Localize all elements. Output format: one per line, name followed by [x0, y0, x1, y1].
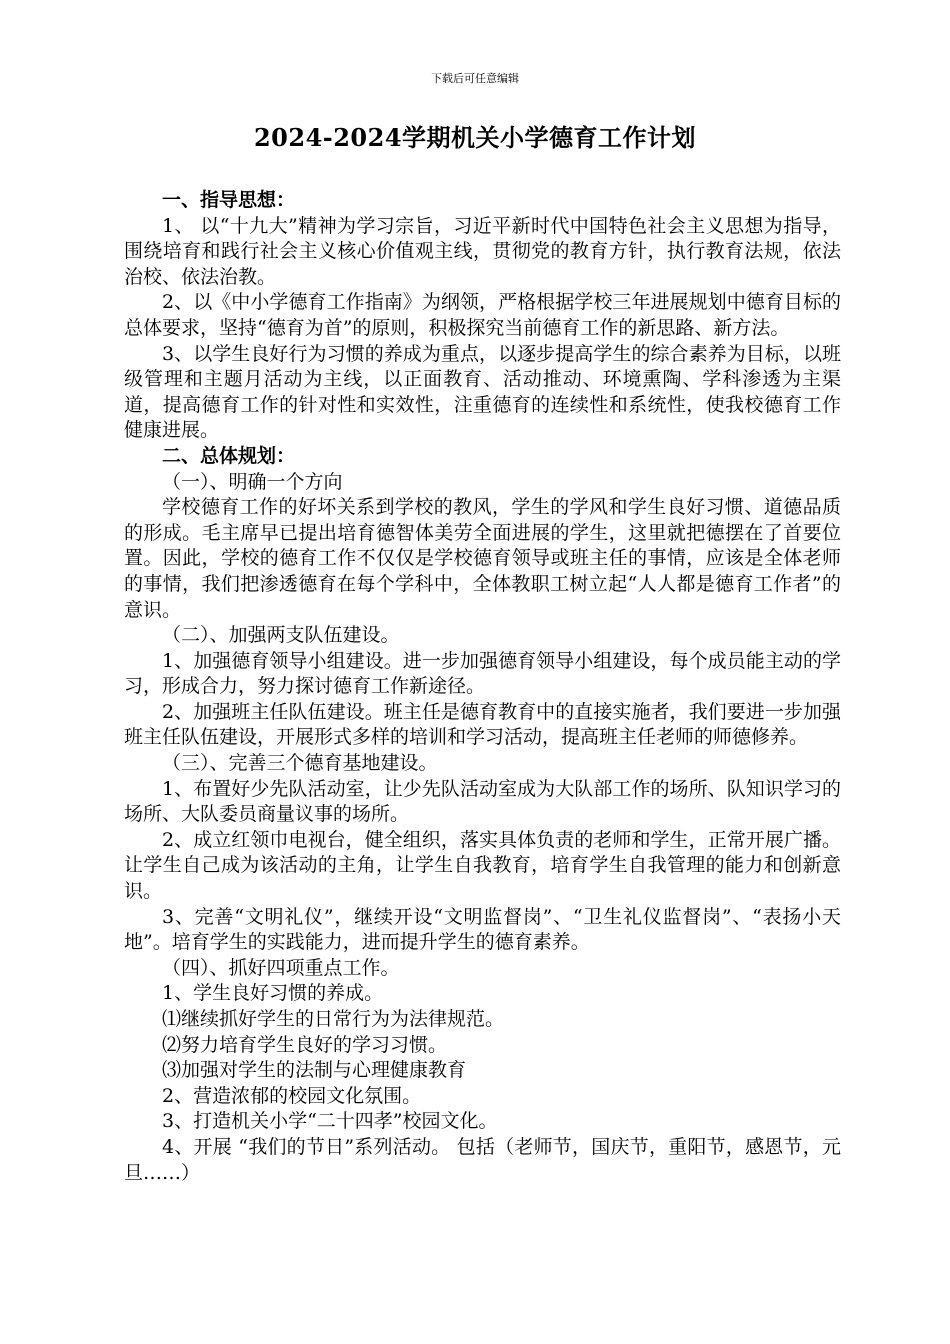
paragraph: 3、以学生良好行为习惯的养成为重点，以逐步提高学生的综合素养为目标，以班级管理和主题月活动为主线，以正面教育、活动推动、环境熏陶、学科渗透为主渠道，提高德育工作的针对性和实效性，注重德育的连续性和系统性，使我校德育工作健康进展。	[124, 342, 841, 442]
subheading: （二）、加强两支队伍建设。	[162, 624, 400, 647]
subheading: （一）、明确一个方向	[162, 470, 343, 493]
paragraph: 2、加强班主任队伍建设。班主任是德育教育中的直接实施者，我们要进一步加强班主任队伍建设，开展形式多样的培训和学习活动，提高班主任老师的师德修养。	[124, 700, 841, 749]
list-item: ⑶加强对学生的法制与心理健康教育	[162, 1059, 467, 1082]
section-heading-guiding-ideology: 一、指导思想：	[162, 189, 296, 211]
header-note: 下载后可任意编辑	[431, 72, 519, 85]
subheading: （三）、完善三个德育基地建设。	[162, 752, 438, 775]
paragraph: 学校德育工作的好坏关系到学校的教风，学生的学风和学生良好习惯、道德品质的形成。毛主席早已提出培育德智体美劳全面进展的学生，这里就把德摆在了首要位置。因此，学校的德育工作不仅仅是学校德育领导或班主任的事情，应该是全体老师的事情，我们把渗透德育在每个学科中，全体教职工树立起“人人都是德育工作者”的意识。	[124, 496, 841, 621]
list-item: ⑴继续抓好学生的日常行为为法律规范。	[162, 1008, 505, 1030]
subheading: （四）、抓好四项重点工作。	[162, 956, 400, 979]
paragraph: 1、布置好少先队活动室，让少先队活动室成为大队部工作的场所、队知识学习的场所、大队委员商量议事的场所。	[124, 777, 841, 826]
section-heading-overall-plan: 二、总体规划：	[162, 444, 296, 467]
list-item: 3、打造机关小学“二十四孝”校园文化。	[162, 1110, 498, 1133]
document-body	[124, 188, 841, 1186]
document-title: 2024-2024学期机关小学德育工作计划	[253, 123, 697, 152]
paragraph: 3、完善“文明礼仪”，继续开设“文明监督岗”、“卫生礼仪监督岗”、“表扬小天地”。培育学生的实践能力，进而提升学生的德育素养。	[124, 905, 841, 954]
list-item: 2、营造浓郁的校园文化氛围。	[162, 1084, 422, 1107]
paragraph: 2、成立红领巾电视台，健全组织，落实具体负责的老师和学生，正常开展广播。让学生自己成为该活动的主角，让学生自我教育，培育学生自我管理的能力和创新意识。	[124, 828, 841, 903]
paragraph: 2、以《中小学德育工作指南》为纲领，严格根据学校三年进展规划中德育目标的总体要求，坚持“德育为首”的原则，积极探究当前德育工作的新思路、新方法。	[124, 291, 841, 339]
list-item: 1、学生良好习惯的养成。	[162, 982, 384, 1005]
paragraph: 1、 以“十九大”精神为学习宗旨，习近平新时代中国特色社会主义思想为指导，围绕培育和践行社会主义核心价值观主线，贯彻党的教育方针，执行教育法规，依法治校、依法治教。	[124, 214, 841, 288]
list-item: ⑵努力培育学生良好的学习习惯。	[162, 1033, 448, 1056]
list-item: 4、开展 “我们的节日”系列活动。 包括（老师节，国庆节，重阳节，感恩节，元旦……）	[124, 1135, 841, 1184]
paragraph: 1、加强德育领导小组建设。进一步加强德育领导小组建设，每个成员能主动的学习，形成合力，努力探讨德育工作新途径。	[124, 649, 841, 698]
